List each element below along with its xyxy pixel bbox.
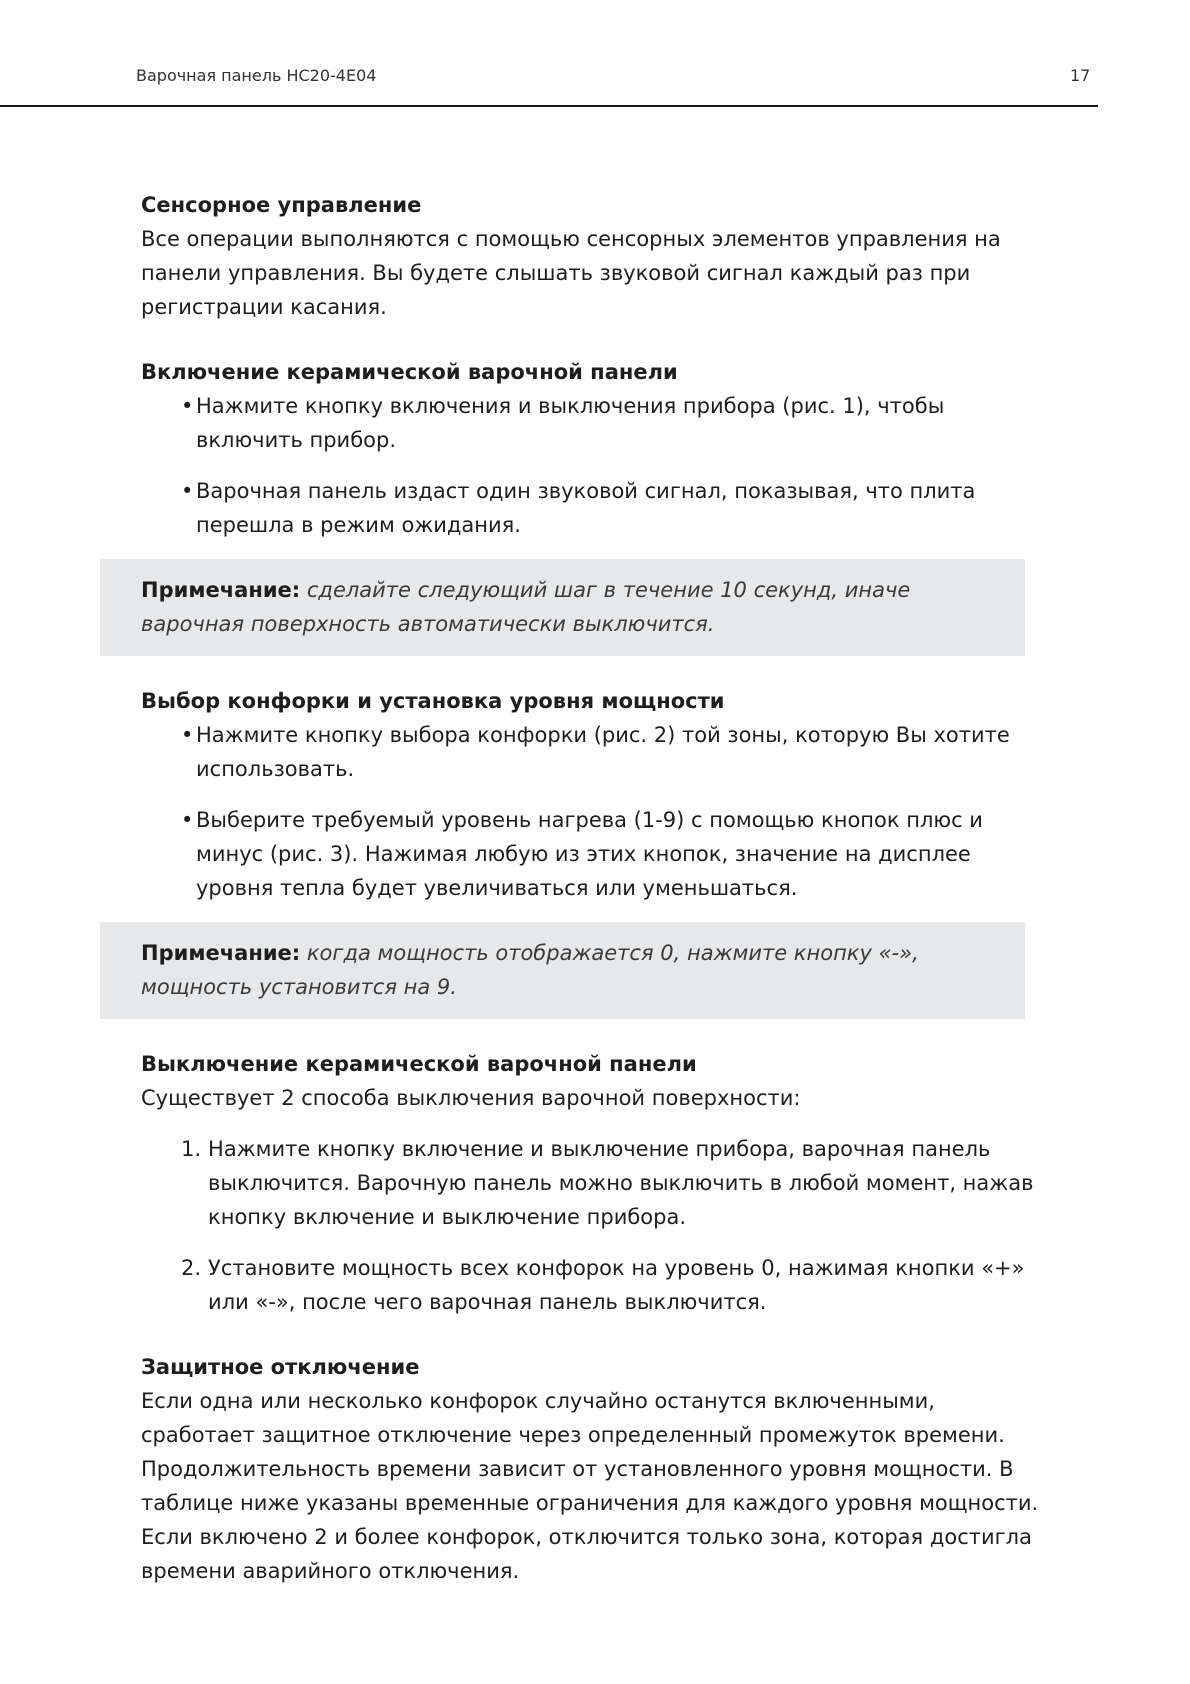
section-heading: Защитное отключение xyxy=(141,1355,420,1379)
document-title: Варочная панель HC20-4E04 xyxy=(136,66,377,85)
note-box xyxy=(100,922,1025,1019)
bullet-list xyxy=(141,389,1041,542)
list-number: 2. xyxy=(181,1256,202,1280)
note-text: когда мощность отображается 0, нажмите кнопку «-», мощность установится на 9. xyxy=(141,941,919,999)
section-burner-select xyxy=(141,684,1041,1019)
list-item-text: Варочная панель издаст один звуковой сигнал, показывая, что плита перешла в режим ожидания. xyxy=(196,479,976,537)
list-number: 1. xyxy=(181,1137,202,1161)
bullet-marker: • xyxy=(181,479,194,503)
list-item xyxy=(141,718,1041,786)
section-power-off xyxy=(141,1047,1041,1319)
bullet-marker: • xyxy=(181,808,194,832)
section-power-on xyxy=(141,355,1041,656)
page-content xyxy=(141,188,1041,1588)
section-touch-control xyxy=(141,188,1041,324)
list-item-text: Нажмите кнопку включение и выключение прибора, варочная панель выключится. Варочную панель можно выключить в любой момент, нажав кнопку включение и выключение прибора. xyxy=(208,1137,1034,1229)
section-heading: Включение керамической варочной панели xyxy=(141,360,678,384)
list-item xyxy=(141,389,1041,457)
page-number: 17 xyxy=(1070,66,1091,85)
list-item xyxy=(141,1132,1041,1234)
paragraph: Все операции выполняются с помощью сенсорных элементов управления на панели управления. Вы будете слышать звуковой сигнал каждый раз при регистрации касания. xyxy=(141,227,1001,319)
numbered-list xyxy=(141,1132,1041,1319)
note-label: Примечание: xyxy=(141,578,301,602)
bullet-list xyxy=(141,718,1041,905)
bullet-marker: • xyxy=(181,394,194,418)
list-item-text: Нажмите кнопку включения и выключения прибора (рис. 1), чтобы включить прибор. xyxy=(196,394,945,452)
list-item-text: Выберите требуемый уровень нагрева (1-9) с помощью кнопок плюс и минус (рис. 3). Нажимая любую из этих кнопок, значение на дисплее уровня тепла будет увеличиваться или уменьшаться. xyxy=(196,808,983,900)
list-item xyxy=(141,1251,1041,1319)
list-item-text: Нажмите кнопку выбора конфорки (рис. 2) той зоны, которую Вы хотите использовать. xyxy=(196,723,1010,781)
bullet-marker: • xyxy=(181,723,194,747)
list-item-text: Установите мощность всех конфорок на уровень 0, нажимая кнопки «+» или «-», после чего варочная панель выключится. xyxy=(208,1256,1025,1314)
section-heading: Выключение керамической варочной панели xyxy=(141,1052,697,1076)
note-box xyxy=(100,559,1025,656)
section-heading: Выбор конфорки и установка уровня мощности xyxy=(141,689,725,713)
section-heading: Сенсорное управление xyxy=(141,193,422,217)
section-safety-shutdown xyxy=(141,1350,1041,1588)
paragraph: Существует 2 способа выключения варочной поверхности: xyxy=(141,1086,801,1110)
page-header xyxy=(0,0,1098,107)
note-text: сделайте следующий шаг в течение 10 секунд, иначе варочная поверхность автоматически выключится. xyxy=(141,578,911,636)
paragraph: Если одна или несколько конфорок случайно останутся включенными, сработает защитное отключение через определенный промежуток времени. Продолжительность времени зависит от установленного уровня мощности. В таблице ниже указаны временные ограничения для каждого уровня мощности. Если включено 2 и более конфорок, отключится только зона, которая достигла времени аварийного отключения. xyxy=(141,1389,1039,1583)
note-label: Примечание: xyxy=(141,941,301,965)
list-item xyxy=(141,474,1041,542)
list-item xyxy=(141,803,1041,905)
